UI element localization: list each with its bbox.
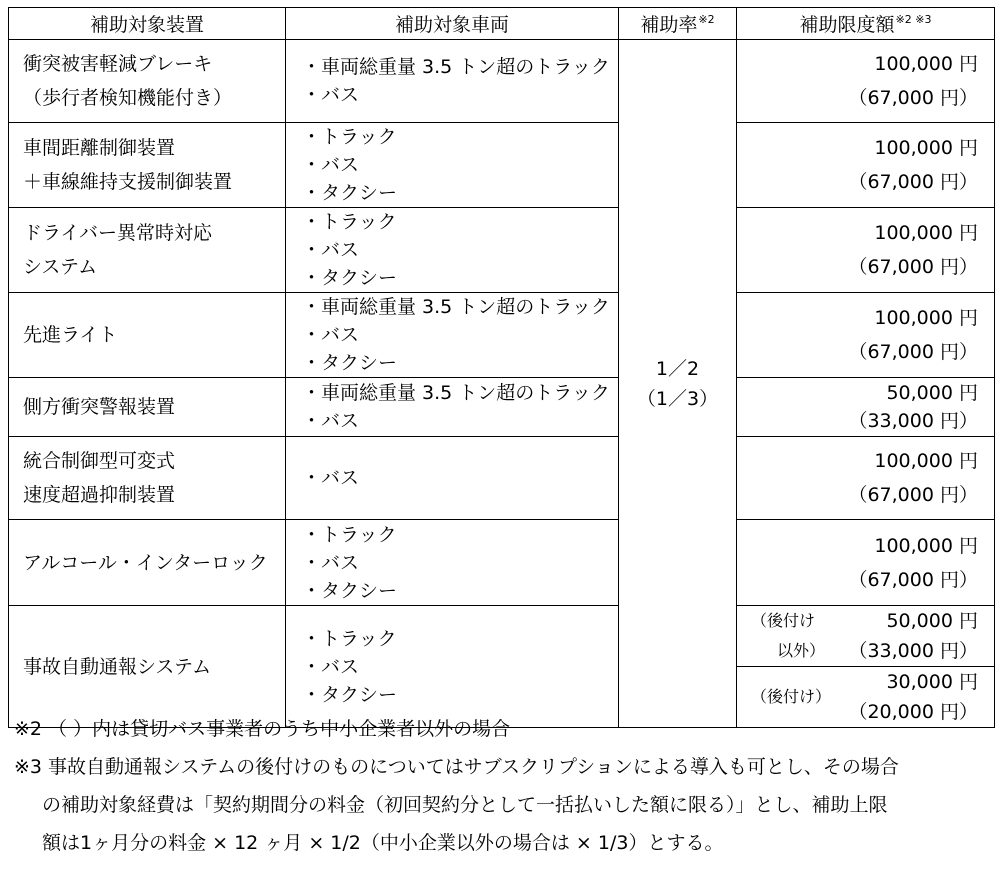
footnote-2: ※2 （ ）内は貸切バス事業者のうち中小企業者以外の場合 xyxy=(14,718,511,740)
device-cell: ドライバー異常時対応 システム xyxy=(9,208,286,293)
footnote-3-line3: 額は1ヶ月分の料金 × 12 ヶ月 × 1/2（中小企業以外の場合は × 1/3）とする。 xyxy=(42,832,724,854)
device-cell: アルコール・インターロック xyxy=(9,520,286,606)
qualifier-not-retrofit-1: （後付け xyxy=(751,611,816,630)
header-limit-mark: ※2 ※3 xyxy=(895,13,932,26)
header-vehicle: 補助対象車両 xyxy=(286,8,619,40)
vehicle-cell: ・トラック ・バス ・タクシー xyxy=(286,606,619,728)
rate-cell: 1／2 （1／3） xyxy=(619,40,737,728)
limit-cell-not-retrofit: （後付け 以外） 50,000 円 （33,000 円） xyxy=(737,606,995,667)
device-cell: 事故自動通報システム xyxy=(9,606,286,728)
footnotes xyxy=(14,710,994,862)
subsidy-table xyxy=(8,7,995,728)
vehicle-cell: ・バス xyxy=(286,437,619,520)
limit-cell: 100,000 円 （67,000 円） xyxy=(737,208,995,293)
table-row xyxy=(9,293,995,378)
limit-cell-retrofit: （後付け） 30,000 円 （20,000 円） xyxy=(737,667,995,728)
header-rate-mark: ※2 xyxy=(698,13,715,26)
table-row xyxy=(9,606,995,667)
vehicle-cell: ・車両総重量 3.5 トン超のトラック ・バス ・タクシー xyxy=(286,293,619,378)
limit-cell: 100,000 円 （67,000 円） xyxy=(737,437,995,520)
device-cell: 衝突被害軽減ブレーキ （歩行者検知機能付き） xyxy=(9,40,286,123)
table-row xyxy=(9,378,995,437)
vehicle-cell: ・トラック ・バス ・タクシー xyxy=(286,208,619,293)
vehicle-cell: ・トラック ・バス ・タクシー xyxy=(286,123,619,208)
limit-cell: 100,000 円 （67,000 円） xyxy=(737,293,995,378)
vehicle-cell: ・車両総重量 3.5 トン超のトラック ・バス xyxy=(286,40,619,123)
limit-cell: 50,000 円 （33,000 円） xyxy=(737,378,995,437)
device-cell: 車間距離制御装置 ＋車線維持支援制御装置 xyxy=(9,123,286,208)
device-cell: 側方衝突警報装置 xyxy=(9,378,286,437)
qualifier-retrofit: （後付け） xyxy=(751,687,832,706)
header-rate: 補助率$^{※2}$ xyxy=(619,8,737,40)
device-cell: 先進ライト xyxy=(9,293,286,378)
table-row xyxy=(9,520,995,606)
footnote-3-line1: ※3 事故自動通報システムの後付けのものについてはサブスクリプションによる導入も可とし、その場合 xyxy=(14,756,899,778)
header-limit: 補助限度額$^{※2 ※3}$ xyxy=(737,8,995,40)
table-row xyxy=(9,123,995,208)
table-header-row xyxy=(9,8,995,40)
vehicle-cell: ・トラック ・バス ・タクシー xyxy=(286,520,619,606)
table-row xyxy=(9,208,995,293)
limit-cell: 100,000 円 （67,000 円） xyxy=(737,520,995,606)
device-cell: 統合制御型可変式 速度超過抑制装置 xyxy=(9,437,286,520)
table-row xyxy=(9,437,995,520)
limit-cell: 100,000 円 （67,000 円） xyxy=(737,123,995,208)
header-device: 補助対象装置 xyxy=(9,8,286,40)
qualifier-not-retrofit-2: 以外） xyxy=(777,641,826,660)
table-row xyxy=(9,40,995,123)
limit-cell: 100,000 円 （67,000 円） xyxy=(737,40,995,123)
vehicle-cell: ・車両総重量 3.5 トン超のトラック ・バス xyxy=(286,378,619,437)
footnote-3-line2: の補助対象経費は「契約期間分の料金（初回契約分として一括払いした額に限る）」とし、補助上限 xyxy=(42,794,888,816)
